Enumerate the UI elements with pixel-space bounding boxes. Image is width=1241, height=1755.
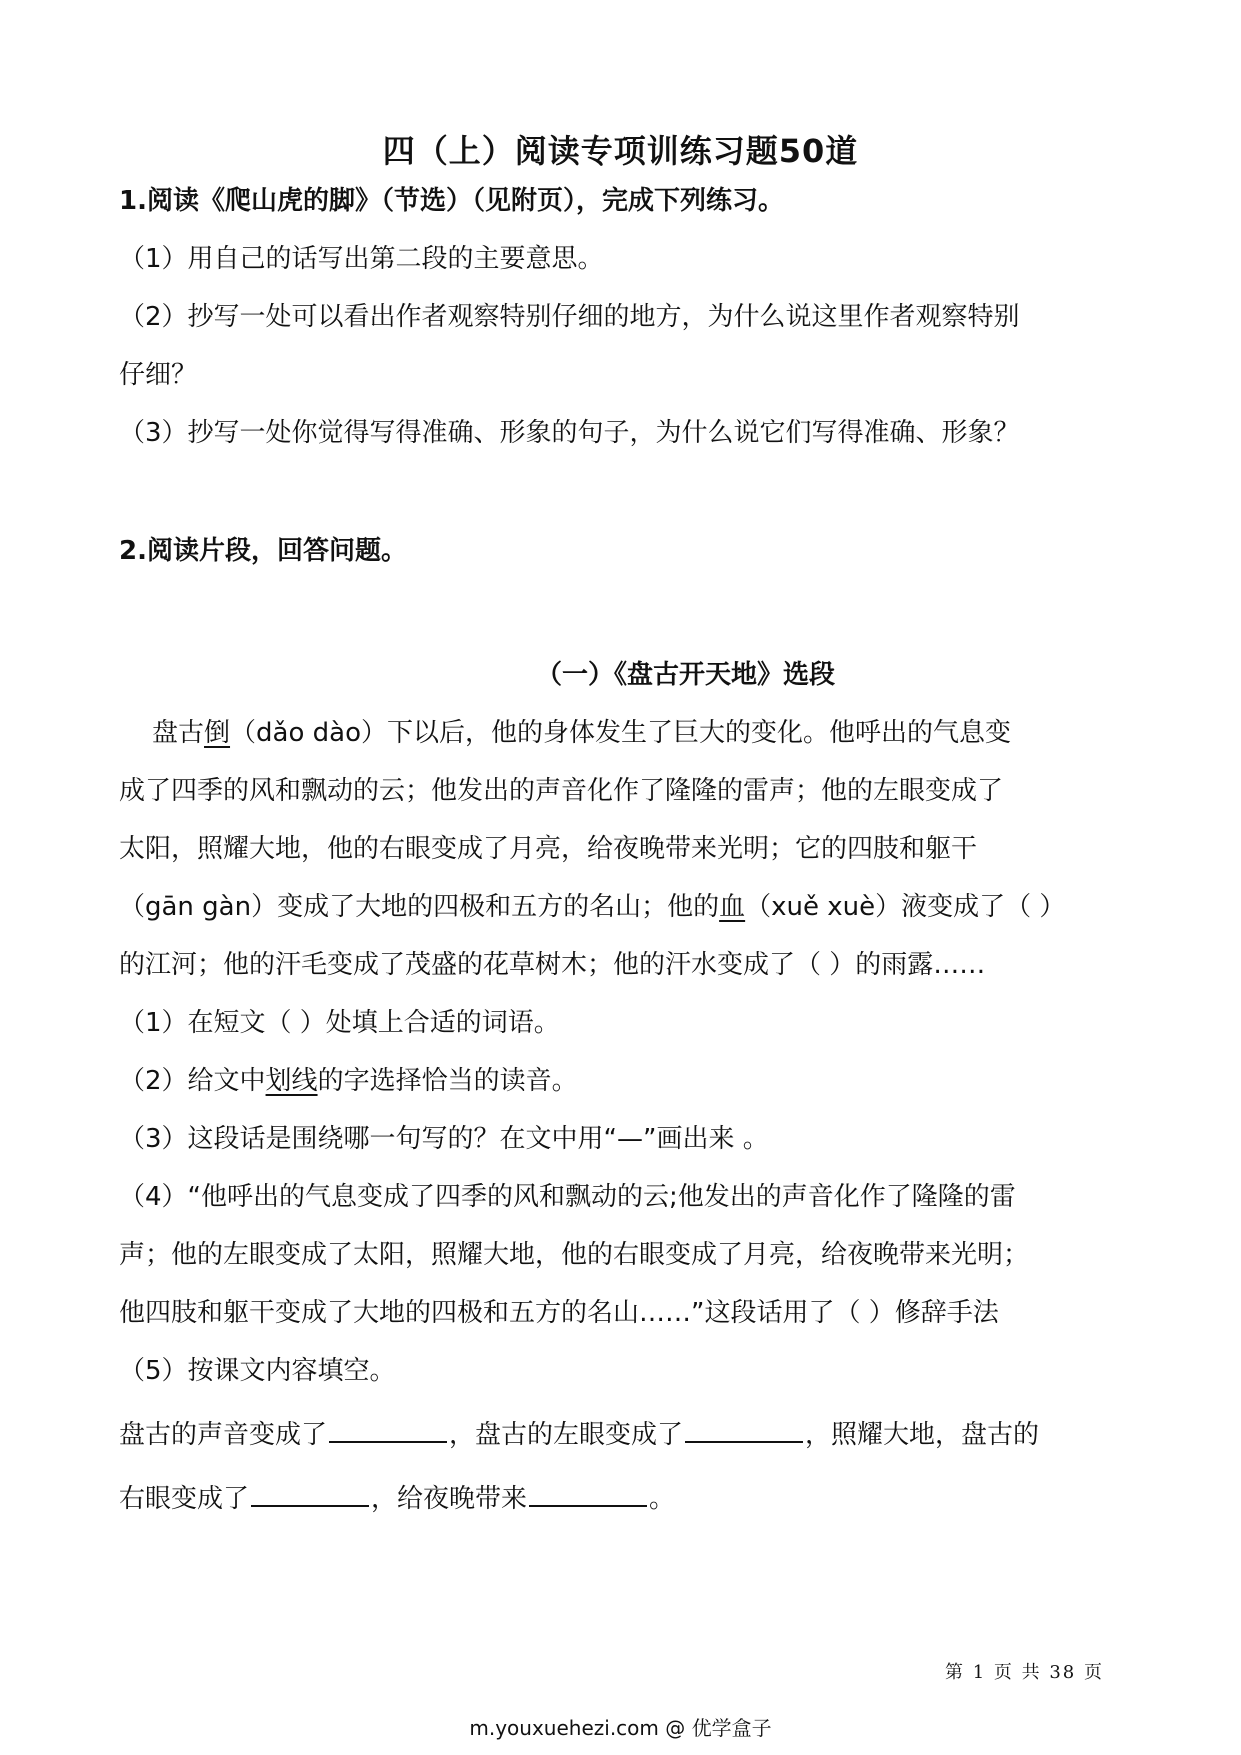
passage-line-2: 成了四季的风和飘动的云；他发出的声音化作了隆隆的雷声；他的左眼变成了 [119,776,1004,806]
page-title: 四（上）阅读专项训练习题50道 [382,132,859,170]
question-1-heading: 1.阅读《爬山虎的脚》（节选）（见附页），完成下列练习。 [119,186,784,216]
q2-item-2 [119,1060,578,1097]
fill-line-2 [119,1478,675,1515]
fill-text: 盘古的声音变成了 [119,1420,328,1450]
passage-text: 盘古 [152,718,205,748]
fill-blank[interactable] [251,1483,369,1507]
passage-line-3: 太阳，照耀大地，他的右眼变成了月亮，给夜晚带来光明；它的四肢和躯干 [119,834,978,864]
q2-item-1: （1）在短文（ ）处填上合适的词语。 [119,1008,560,1038]
fill-blank[interactable] [329,1419,447,1443]
q2-item-4-line-3: 他四肢和躯干变成了大地的四极和五方的名山……”这段话用了（ ）修辞手法 [119,1298,999,1328]
item-text: （2）给文中 [119,1066,266,1096]
fill-text: 。 [649,1484,676,1514]
section-title: （一）《盘古开天地》选段 [535,660,835,690]
fill-text: ，照耀大地，盘古的 [805,1420,1040,1450]
fill-blank[interactable] [685,1419,803,1443]
q1-item-3: （3）抄写一处你觉得写得准确、形象的句子，为什么说它们写得准确、形象？ [119,418,1020,448]
underlined-char: 血 [719,892,746,922]
fill-text: 右眼变成了 [119,1484,250,1514]
underlined-char: 倒 [204,718,231,748]
q2-item-3: （3）这段话是围绕哪一句写的？在文中用“—”画出来 。 [119,1124,769,1154]
underlined-word: 划线 [265,1066,318,1096]
passage-text: （gān gàn）变成了大地的四极和五方的名山；他的 [119,892,720,922]
passage-text: （dǎo dào）下以后，他的身体发生了巨大的变化。他呼出的气息变 [230,718,1011,748]
page-number: 第 1 页 共 38 页 [945,1662,1104,1683]
q1-item-2-cont: 仔细？ [119,360,198,390]
passage-line-1 [152,712,1011,749]
q2-item-5: （5）按课文内容填空。 [119,1356,396,1386]
fill-blank[interactable] [529,1483,647,1507]
q1-item-2: （2）抄写一处可以看出作者观察特别仔细的地方，为什么说这里作者观察特别 [119,302,1020,332]
watermark: m.youxuehezi.com @ 优学盒子 [469,1716,772,1740]
question-2-heading: 2.阅读片段，回答问题。 [119,536,407,566]
passage-line-4 [119,886,1065,923]
item-text: 的字选择恰当的读音。 [317,1066,578,1096]
passage-text: （xuě xuè）液变成了（ ） [745,892,1066,922]
fill-text: ，盘古的左眼变成了 [449,1420,684,1450]
q2-item-4-line-2: 声；他的左眼变成了太阳，照耀大地，他的右眼变成了月亮，给夜晚带来光明； [119,1240,1030,1270]
q1-item-1: （1）用自己的话写出第二段的主要意思。 [119,244,604,274]
q2-item-4-line-1: （4）“他呼出的气息变成了四季的风和飘动的云;他发出的声音化作了隆隆的雷 [119,1182,1016,1212]
fill-line-1 [119,1414,1039,1451]
passage-line-5: 的江河；他的汗毛变成了茂盛的花草树木；他的汗水变成了（ ）的雨露…… [119,950,986,980]
fill-text: ，给夜晚带来 [371,1484,528,1514]
